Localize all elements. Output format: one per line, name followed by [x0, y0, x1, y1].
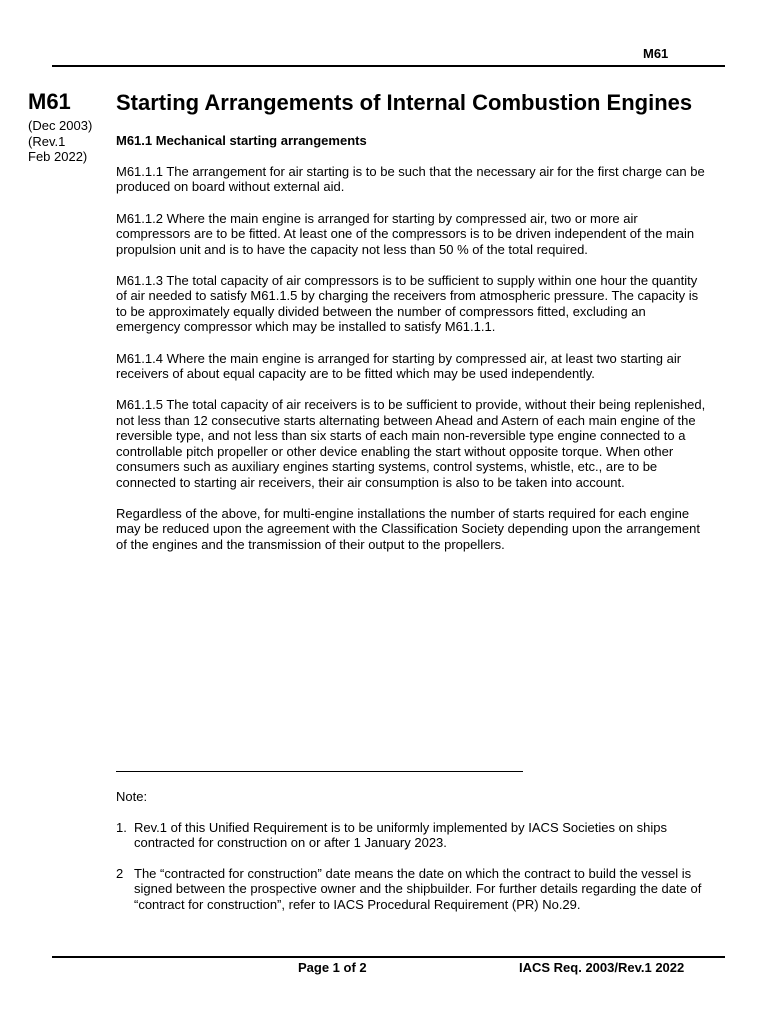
footnote-divider — [116, 771, 523, 772]
paragraph-regardless: Regardless of the above, for multi-engine installations the number of starts required for each engine may be reduced upon the agreement with the Classification Society depending upon the arrangement of the engines and the transmission of their output to the propellers. — [116, 505, 700, 552]
document-title: Starting Arrangements of Internal Combustion Engines — [116, 90, 693, 115]
page-number: Page 1 of 2 — [298, 960, 367, 975]
note-item — [116, 820, 706, 851]
paragraph-m61-1-3: M61.1.3 The total capacity of air compressors is to be sufficient to supply within one hour the quantity of air needed to satisfy M61.1.5 by charging the receivers from atmospheric pressure. The capacity is to be approximately equally divided between the number of compressors fitted, excluding an emergency compressor which may be installed to satisfy M61.1.1. — [116, 273, 699, 335]
note-number: 1. — [116, 820, 127, 835]
section-heading: M61.1 Mechanical starting arrangements — [116, 133, 367, 148]
paragraph-m61-1-1: M61.1.1 The arrangement for air starting is to be such that the necessary air for the first charge can be produced on board without external aid. — [116, 164, 705, 195]
header-divider — [52, 65, 725, 67]
footer-reference: IACS Req. 2003/Rev.1 2022 — [519, 960, 685, 975]
notes-list — [116, 820, 706, 927]
main-content — [116, 89, 706, 568]
note-number: 2 — [116, 865, 124, 881]
revision-date-line: (Rev.1 — [28, 133, 66, 149]
paragraph-m61-1-4: M61.1.4 Where the main engine is arranged for starting by compressed air, at least two starting air receivers of about equal capacity are to be fitted which may be used independently. — [116, 350, 682, 382]
footer-divider — [52, 956, 725, 958]
revision-dates — [28, 118, 92, 165]
header-document-code: M61 — [643, 46, 669, 61]
revision-date-line: (Dec 2003) — [28, 118, 93, 133]
paragraph-m61-1-2: M61.1.2 Where the main engine is arranged for starting by compressed air, two or more air compressors are to be fitted. At least one of the compressors is to be driven independent of the main propulsion unit and is to have the capacity not less than 50 % of the total required. — [116, 210, 695, 257]
note-label: Note: — [116, 789, 148, 804]
note-item — [116, 866, 706, 912]
revision-date-line: Feb 2022) — [28, 149, 88, 164]
side-document-code: M61 — [28, 89, 71, 114]
note-text: Rev.1 of this Unified Requirement is to be uniformly implemented by IACS Societies on ships contracted for construction on or after 1 January 2023. — [134, 820, 668, 851]
note-text: The “contracted for construction” date means the date on which the contract to build the vessel is signed between the prospective owner and the shipbuilder. For further details regarding the date of “contract for construction”, refer to IACS Procedural Requirement (PR) No.29. — [134, 865, 702, 912]
paragraph-m61-1-5: M61.1.5 The total capacity of air receivers is to be sufficient to provide, without their being replenished, not less than 12 consecutive starts alternating between Ahead and Astern of each main engine of the reversible type, and not less than six starts of each main non-reversible type engine connected to a controllable pitch propeller or other device enabling the start without opposite torque. When other consumers such as auxiliary engines starting systems, control systems, whistle, etc., are to be connected to starting air receivers, their air consumption is also to be taken into account. — [116, 397, 706, 490]
